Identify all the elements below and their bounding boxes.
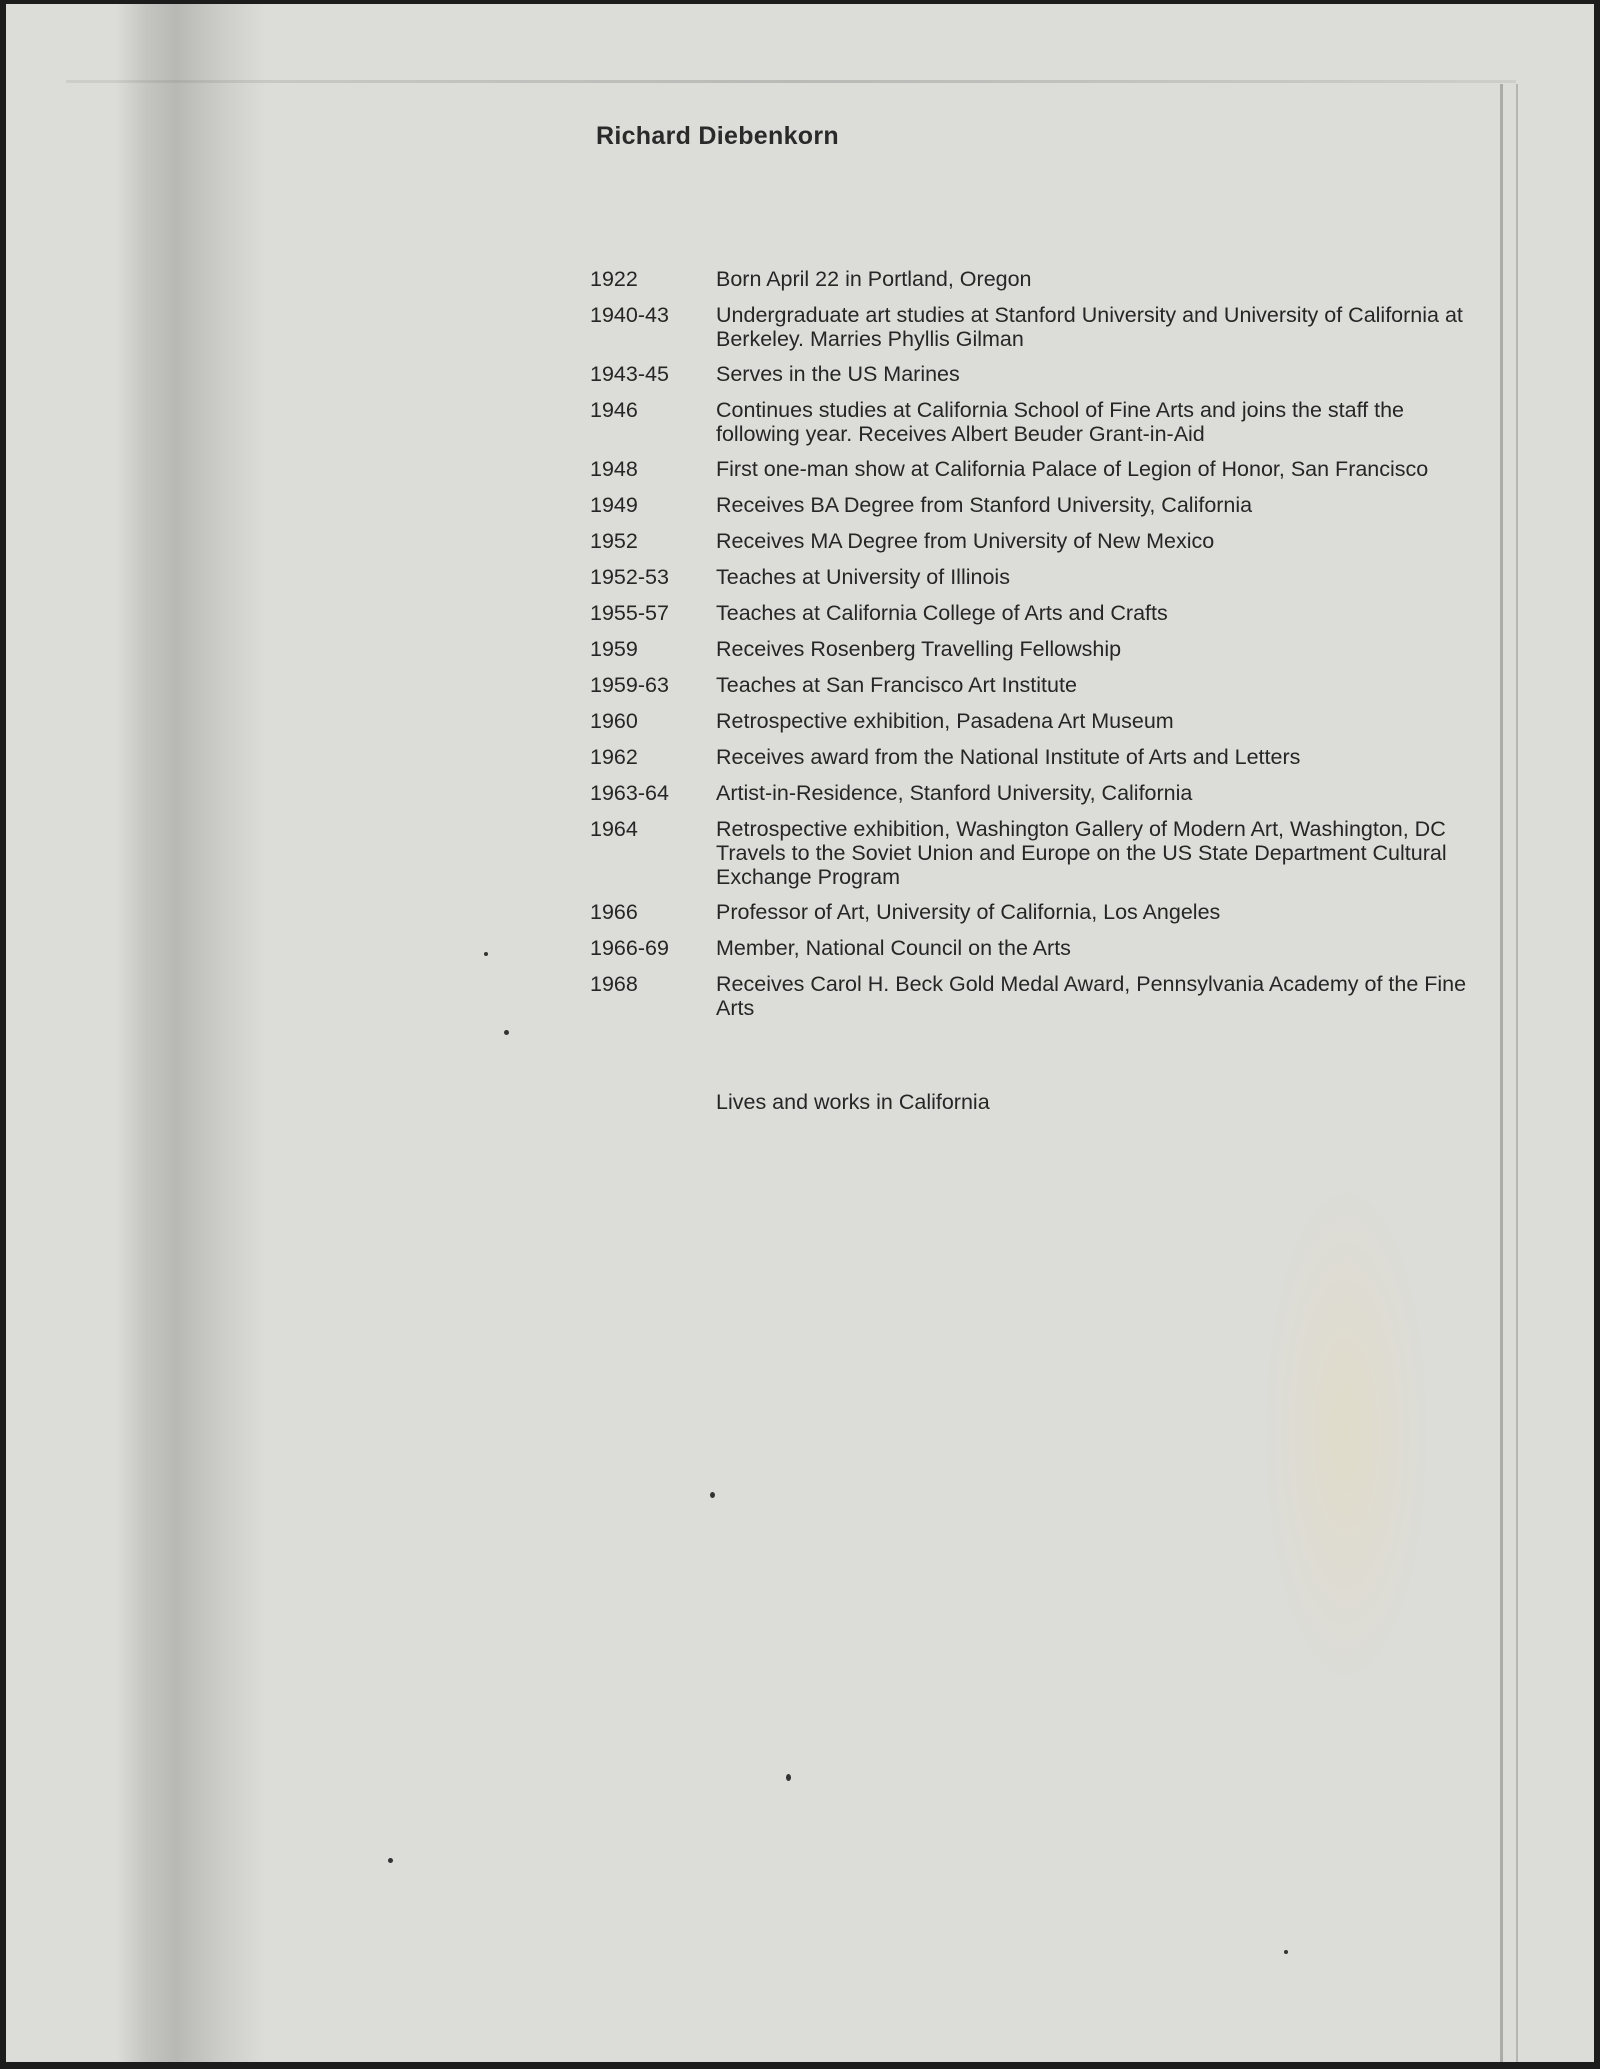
list-item [590, 936, 1490, 961]
entry-year: 1959 [590, 637, 638, 661]
entry-text: Receives Carol H. Beck Gold Medal Award, Pennsylvania Academy of the Fine Arts [716, 972, 1467, 1020]
photocopy-right-edge-line [1500, 84, 1503, 2062]
entry-text: Teaches at San Francisco Art Institute [716, 673, 1077, 697]
entry-year: 1959-63 [590, 673, 669, 697]
entry-text: Born April 22 in Portland, Oregon [716, 267, 1032, 291]
entry-year: 1966-69 [590, 936, 669, 960]
list-item [590, 709, 1490, 734]
specks [1284, 1950, 1288, 1954]
entry-year: 1943-45 [590, 362, 669, 386]
entry-text: Retrospective exhibition, Washington Gallery of Modern Art, Washington, DC Travels to the Soviet Union and Europe on the US State Department Cultural Exchange Program [716, 817, 1447, 889]
entry-text: First one-man show at California Palace of Legion of Honor, San Francisco [716, 457, 1429, 481]
specks [388, 1858, 393, 1863]
list-item [590, 565, 1490, 590]
photocopy-top-edge [66, 80, 1516, 83]
entry-text: Continues studies at California School of Fine Arts and joins the staff the following year. Receives Albert Beuder Grant-in-Aid [716, 398, 1404, 446]
entry-text: Teaches at University of Illinois [716, 565, 1010, 589]
list-item [590, 362, 1490, 387]
entry-year: 1952 [590, 529, 638, 553]
entry-year: 1964 [590, 817, 638, 841]
list-item [590, 673, 1490, 698]
list-item [590, 303, 1490, 351]
list-item [590, 900, 1490, 925]
specks [484, 952, 488, 956]
specks [710, 1492, 715, 1498]
list-item [590, 267, 1490, 292]
entry-text: Teaches at California College of Arts and Crafts [716, 601, 1168, 625]
entry-year: 1955-57 [590, 601, 669, 625]
entry-text: Receives MA Degree from University of New Mexico [716, 529, 1215, 553]
entry-text: Receives BA Degree from Stanford University, California [716, 493, 1253, 517]
entry-year: 1946 [590, 398, 638, 422]
photocopy-right-edge-line [1516, 84, 1518, 2062]
list-item [590, 601, 1490, 626]
document-page [6, 4, 1594, 2062]
list-item [590, 398, 1490, 446]
entry-text: Receives award from the National Institute of Arts and Letters [716, 745, 1301, 769]
specks [786, 1774, 791, 1781]
entry-year: 1940-43 [590, 303, 669, 327]
entry-year: 1963-64 [590, 781, 669, 805]
entry-text: Artist-in-Residence, Stanford University, California [716, 781, 1193, 805]
entry-year: 1960 [590, 709, 638, 733]
entry-text: Retrospective exhibition, Pasadena Art Museum [716, 709, 1174, 733]
list-item [590, 493, 1490, 518]
entry-year: 1968 [590, 972, 638, 996]
list-item [590, 745, 1490, 770]
entry-year: 1966 [590, 900, 638, 924]
closing-line: Lives and works in California [716, 1090, 990, 1114]
list-item [590, 637, 1490, 662]
entry-text: Undergraduate art studies at Stanford University and University of California at Berkeley. Marries Phyllis Gilman [716, 303, 1463, 351]
chronology-list [590, 267, 1490, 1031]
entry-year: 1962 [590, 745, 638, 769]
entry-year: 1948 [590, 457, 638, 481]
entry-text: Professor of Art, University of California, Los Angeles [716, 900, 1221, 924]
entry-text: Member, National Council on the Arts [716, 936, 1071, 960]
entry-text: Serves in the US Marines [716, 362, 960, 386]
list-item [590, 781, 1490, 806]
entry-year: 1922 [590, 267, 638, 291]
list-item [590, 817, 1490, 889]
list-item [590, 529, 1490, 554]
entry-year: 1952-53 [590, 565, 669, 589]
entry-text: Receives Rosenberg Travelling Fellowship [716, 637, 1122, 661]
page-title: Richard Diebenkorn [596, 122, 839, 150]
specks [504, 1030, 509, 1035]
entry-year: 1949 [590, 493, 638, 517]
list-item [590, 457, 1490, 482]
list-item [590, 972, 1490, 1020]
